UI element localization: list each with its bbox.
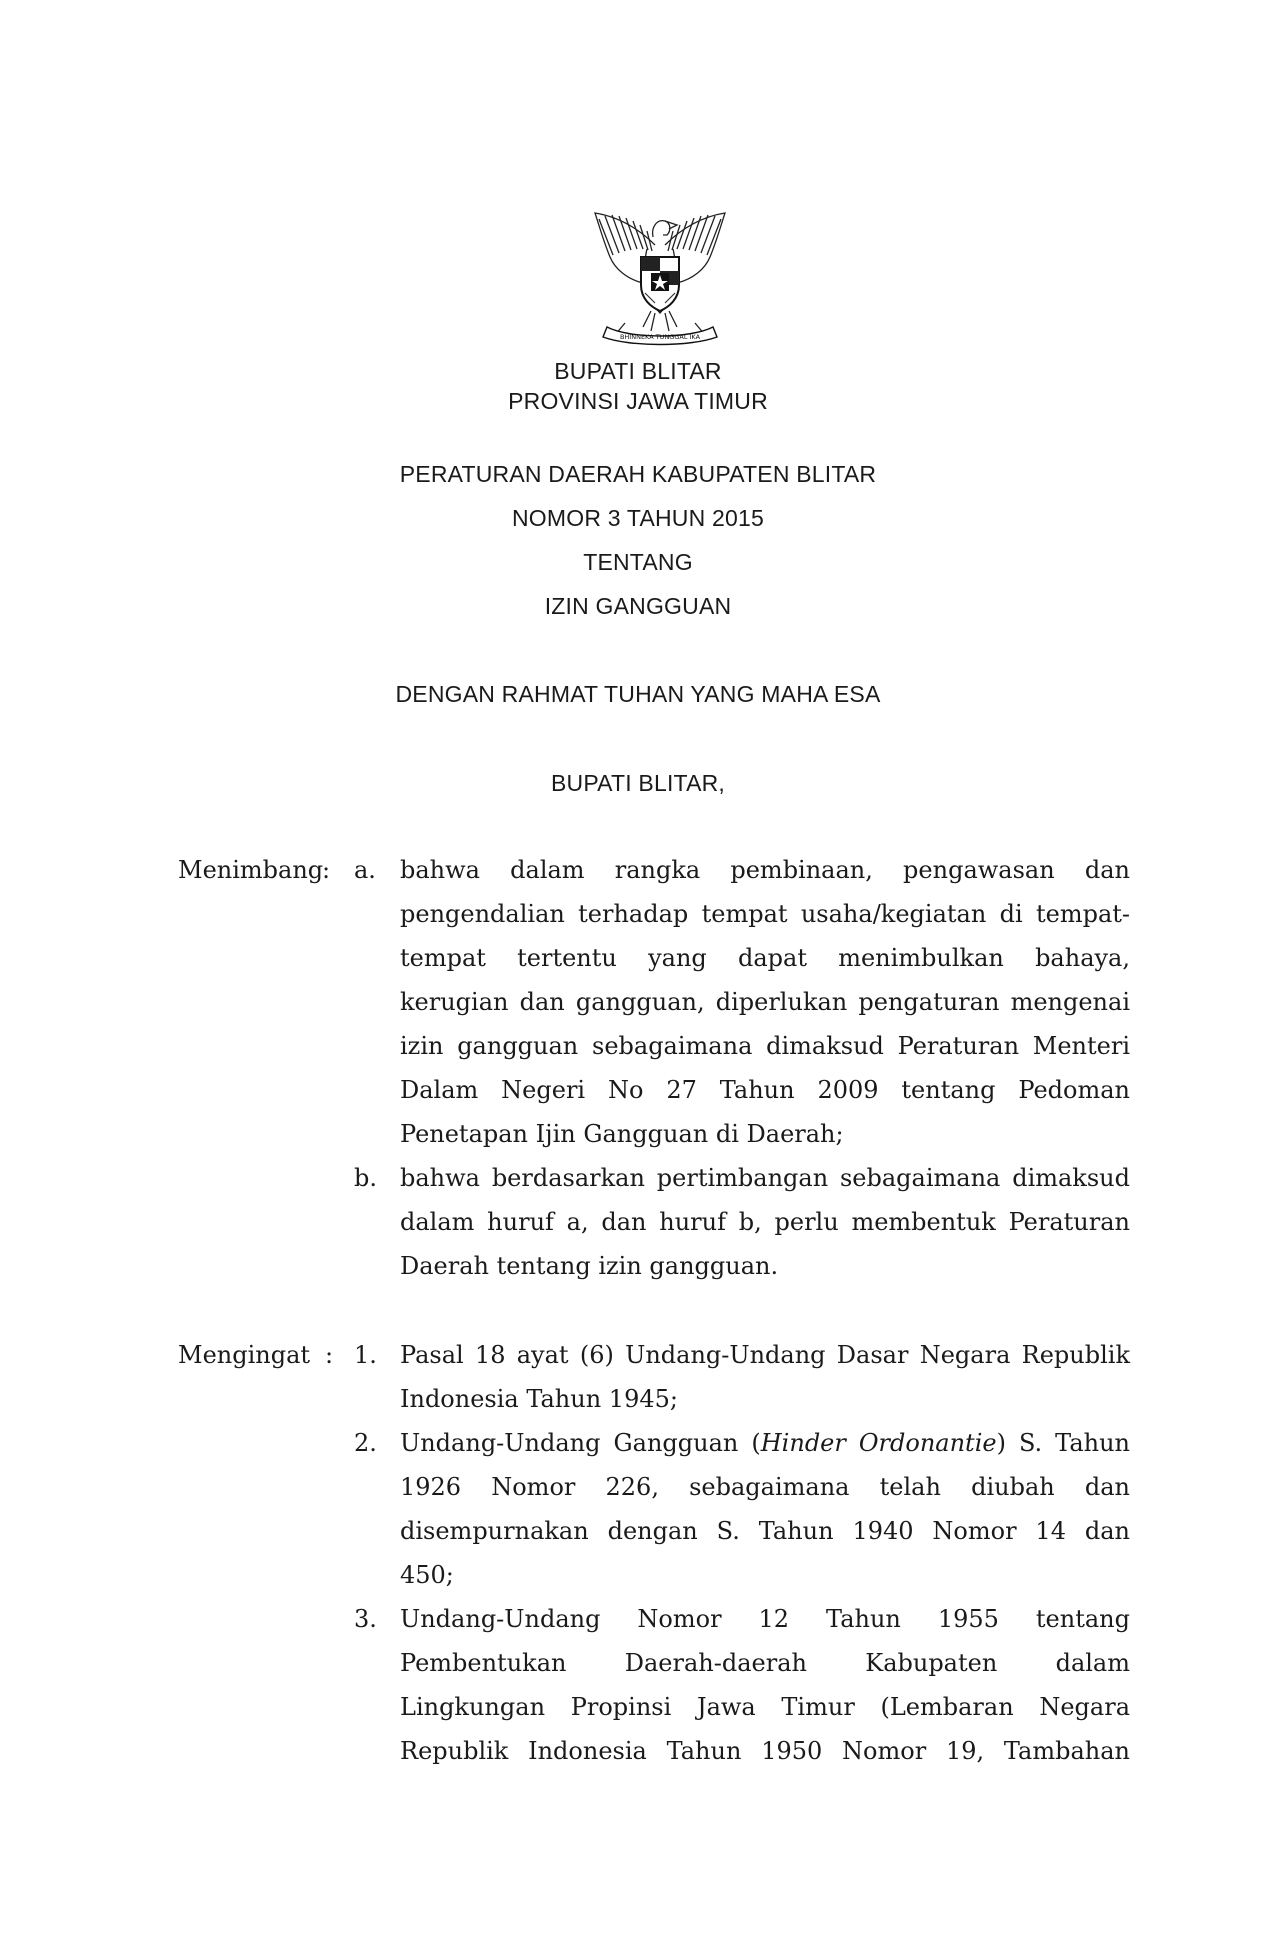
menimbang-label: Menimbang — [178, 856, 324, 884]
regulation-number: NOMOR 3 TAHUN 2015 — [512, 505, 764, 531]
italic-term: Hinder Ordonantie — [760, 1429, 997, 1457]
regulation-subject: IZIN GANGGUAN — [544, 593, 732, 619]
issuer-declaration: BUPATI BLITAR, — [550, 770, 726, 796]
text-line: tempat tertentu yang dapat menimbulkan bahaya, — [400, 944, 1130, 972]
text-segment: Undang-Undang Gangguan ( — [400, 1429, 761, 1457]
mengingat-label: Mengingat — [178, 1341, 311, 1369]
text-line: Daerah tentang izin gangguan. — [400, 1252, 779, 1280]
text-segment: ) S. Tahun — [996, 1429, 1131, 1457]
motto-text: BHINNEKA TUNGGAL IKA — [619, 333, 701, 341]
text-line: pengendalian terhadap tempat usaha/kegiatan di tempat- — [400, 900, 1130, 928]
text-line: Lingkungan Propinsi Jawa Timur (Lembaran Negara — [400, 1693, 1130, 1721]
text-line: Penetapan Ijin Gangguan di Daerah; — [400, 1120, 844, 1148]
item-text — [400, 848, 1130, 1156]
item-text — [400, 1333, 1130, 1421]
text-line: izin gangguan sebagaimana dimaksud Peraturan Menteri — [400, 1032, 1130, 1060]
item-text — [400, 1421, 1130, 1597]
issuer-title: BUPATI BLITAR — [554, 358, 722, 384]
item-marker: 3. — [354, 1605, 377, 1633]
text-line: Indonesia Tahun 1945; — [400, 1385, 678, 1413]
item-marker: a. — [354, 856, 376, 884]
item-marker: b. — [354, 1164, 377, 1192]
province-title: PROVINSI JAWA TIMUR — [508, 388, 768, 414]
text-line: kerugian dan gangguan, diperlukan pengaturan mengenai — [400, 988, 1130, 1016]
garuda-emblem-icon — [585, 205, 735, 348]
text-line: Pasal 18 ayat (6) Undang-Undang Dasar Negara Republik — [400, 1341, 1130, 1369]
garuda-emblem-graphic — [585, 205, 735, 348]
item-marker: 1. — [354, 1341, 377, 1369]
menimbang-colon: : — [322, 856, 331, 884]
text-line: bahwa dalam rangka pembinaan, pengawasan dan — [400, 856, 1130, 884]
text-line — [400, 1421, 1130, 1465]
text-line: bahwa berdasarkan pertimbangan sebagaimana dimaksud — [400, 1164, 1130, 1192]
regulation-title: PERATURAN DAERAH KABUPATEN BLITAR — [399, 461, 877, 487]
item-marker: 2. — [354, 1429, 377, 1457]
text-line: Pembentukan Daerah-daerah Kabupaten dalam — [400, 1649, 1130, 1677]
text-line: Republik Indonesia Tahun 1950 Nomor 19, Tambahan — [400, 1737, 1130, 1765]
text-line: dalam huruf a, dan huruf b, perlu membentuk Peraturan — [400, 1208, 1130, 1236]
text-line: disempurnakan dengan S. Tahun 1940 Nomor 14 dan — [400, 1517, 1130, 1545]
regulation-about-label: TENTANG — [583, 549, 693, 575]
item-text — [400, 1156, 1130, 1288]
text-line: Undang-Undang Nomor 12 Tahun 1955 tentang — [400, 1605, 1130, 1633]
text-line: 1926 Nomor 226, sebagaimana telah diubah dan — [400, 1473, 1130, 1501]
item-text — [400, 1597, 1130, 1773]
blessing-phrase: DENGAN RAHMAT TUHAN YANG MAHA ESA — [395, 681, 881, 707]
text-line: Dalam Negeri No 27 Tahun 2009 tentang Pedoman — [400, 1076, 1130, 1104]
text-line: 450; — [400, 1561, 454, 1589]
mengingat-colon: : — [325, 1341, 334, 1369]
